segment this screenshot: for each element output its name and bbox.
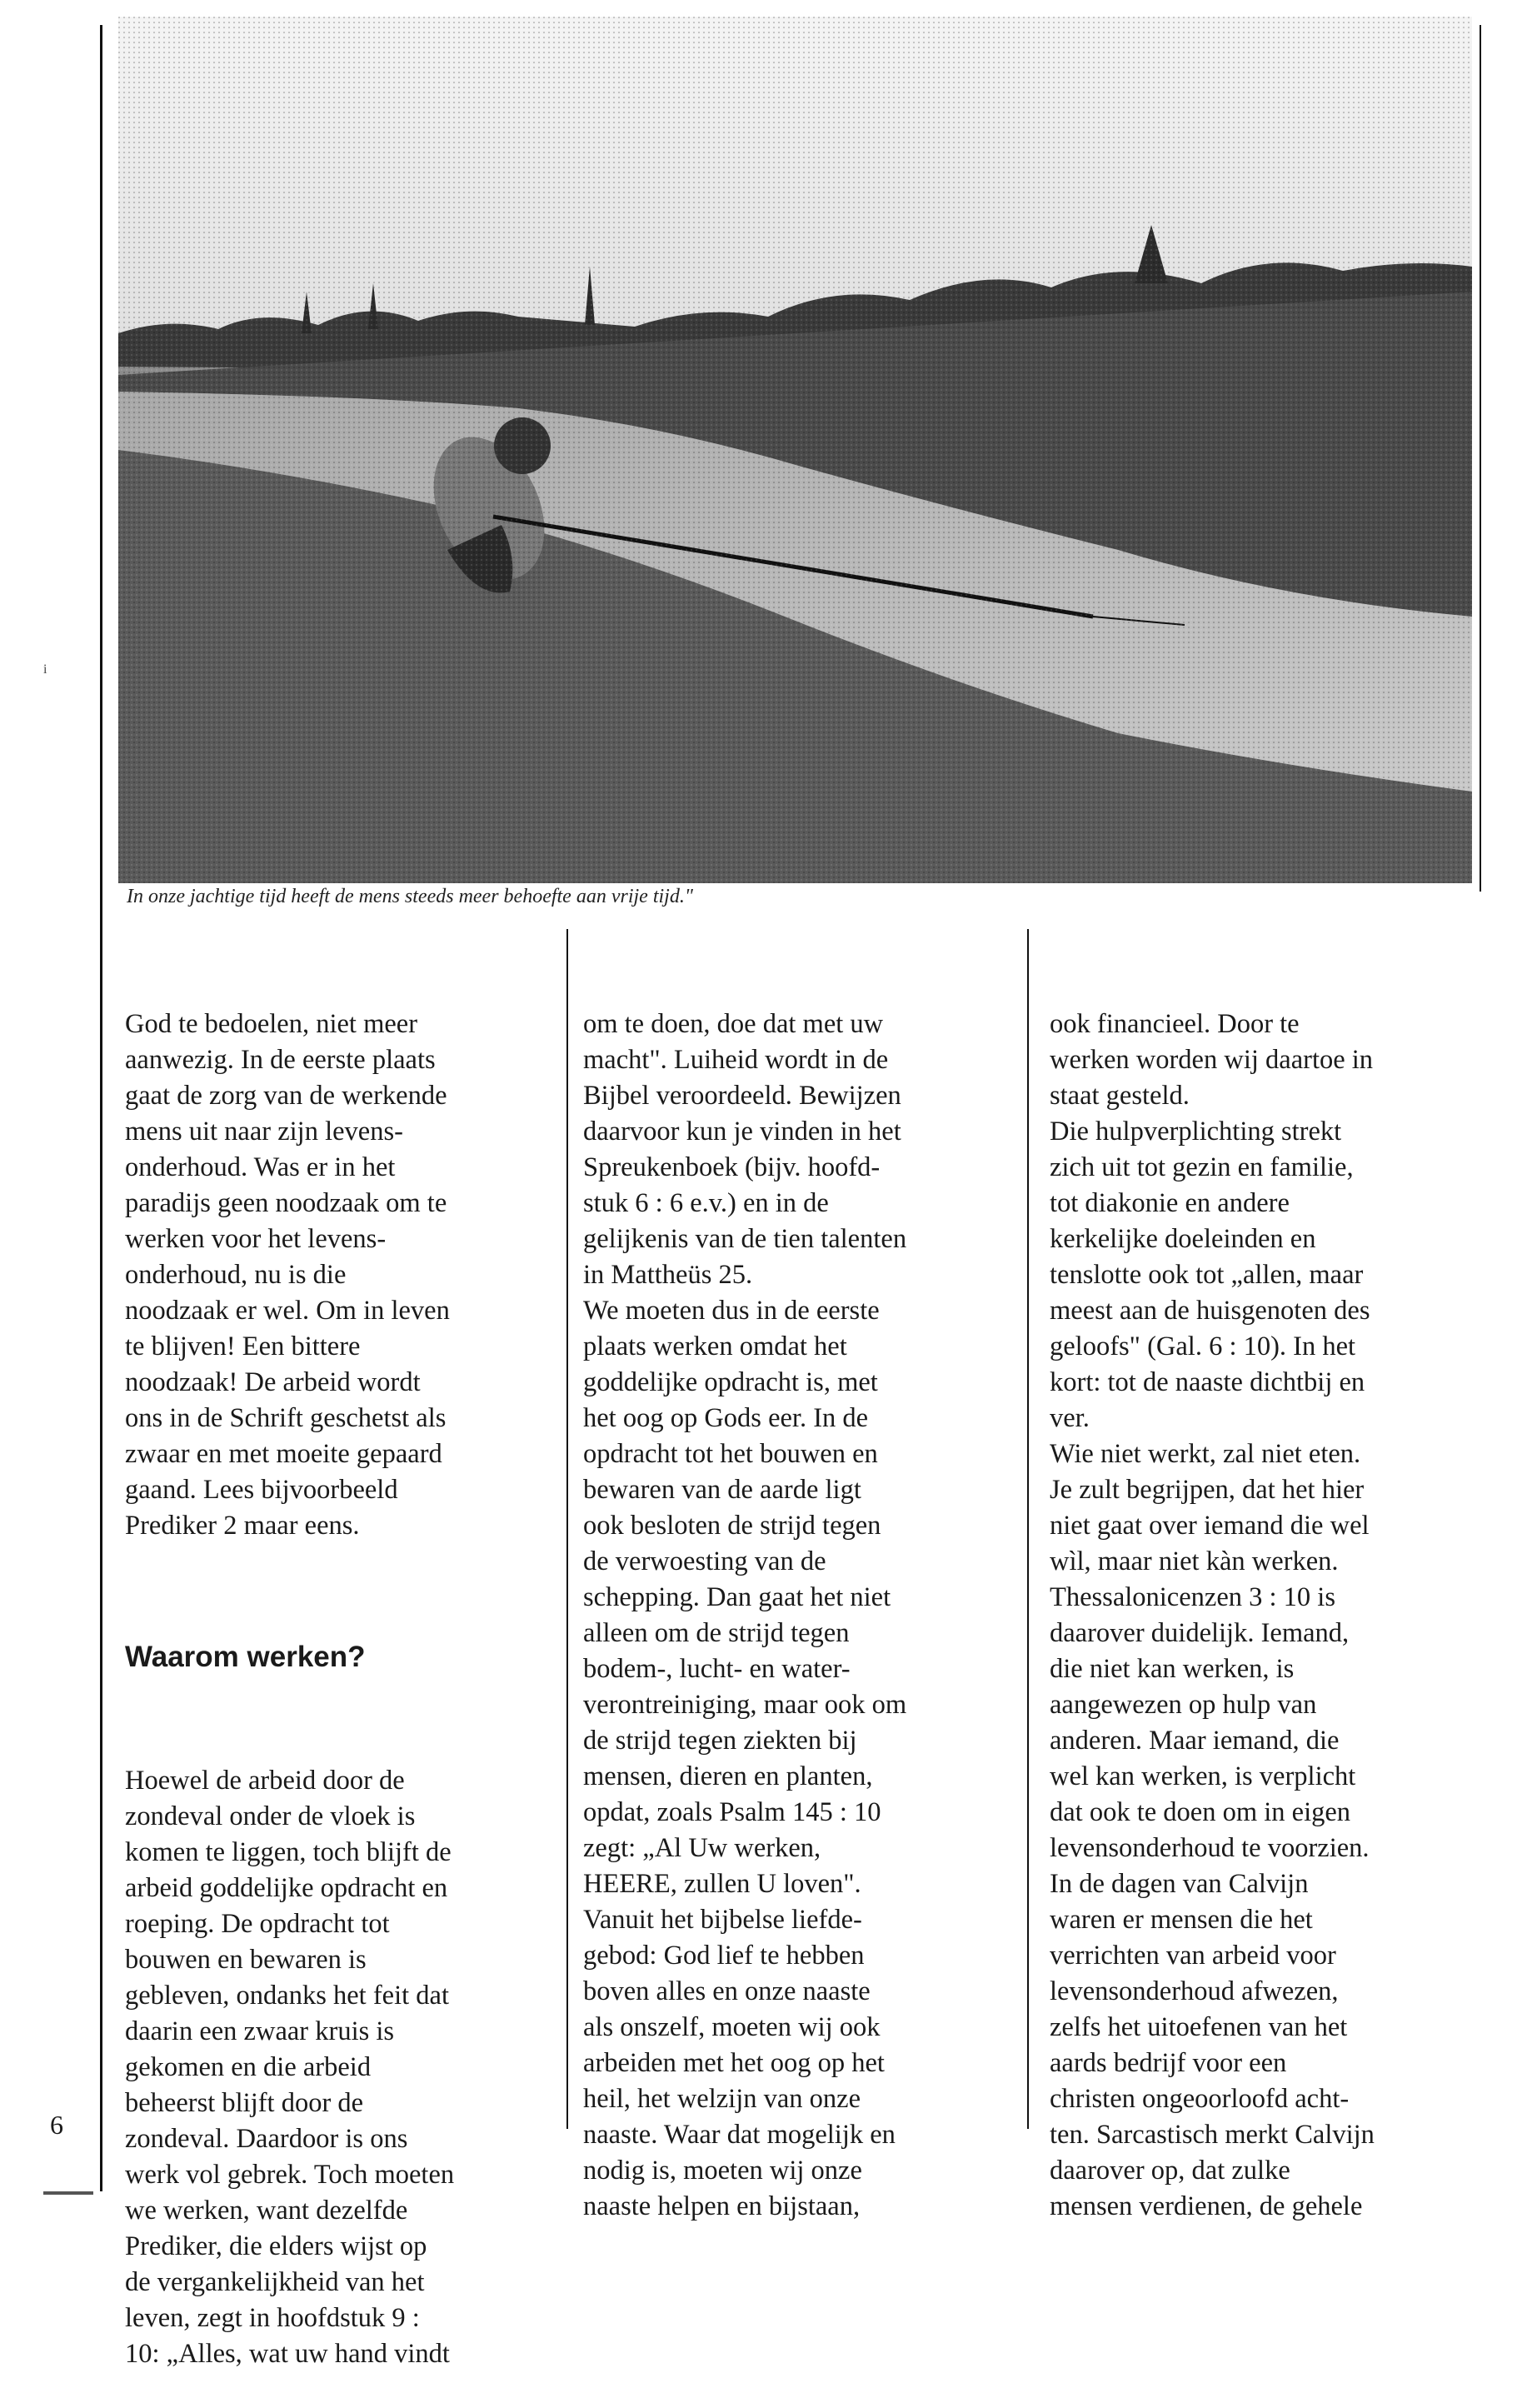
page-number: 6 bbox=[50, 2110, 63, 2140]
column-2-body: om te doen, doe dat met uw macht". Luiheid wordt in de Bijbel veroordeeld. Bewijzen daarvoor kun je vinden in het Spreukenboek (bijv. hoofd- stuk 6 : 6 e.v.) en in de gelijkenis van de tien talenten in Mattheüs 25. We moeten dus in de eerste plaats werken omdat het goddelijke opdracht is, met het oog op Gods eer. In de opdracht tot het bouwen en bewaren van de aarde ligt ook besloten de strijd tegen de verwoesting van de schepping. Dan gaat het niet alleen om de strijd tegen bodem-, lucht- en water- verontreiniging, maar ook om de strijd tegen ziekten bij mensen, dieren en planten, opdat, zoals Psalm 145 : 10 zegt: „Al Uw werken, HEERE, zullen U loven". Vanuit het bijbelse liefde- gebod: God lief te hebben boven alles en onze naaste als onszelf, moeten wij ook arbeiden met het oog op het heil, het welzijn van onze naaste. Waar dat mogelijk en nodig is, moeten wij onze naaste helpen en bijstaan, bbox=[583, 1009, 907, 2221]
section-heading: Waarom werken? bbox=[125, 1641, 366, 1673]
text-column-3 bbox=[1050, 935, 1483, 2261]
text-column-2 bbox=[583, 935, 1016, 2261]
margin-mark: i bbox=[43, 662, 47, 677]
text-column-1 bbox=[125, 935, 575, 2408]
fisherman-photo bbox=[118, 17, 1472, 883]
bottom-edge-mark bbox=[43, 2191, 93, 2195]
right-margin-rule bbox=[1480, 25, 1481, 892]
column-rule-2 bbox=[1027, 929, 1029, 2129]
column-1-body: Hoewel de arbeid door de zondeval onder de vloek is komen te liggen, toch blijft de arbeid goddelijke opdracht en roeping. De opdracht tot bouwen en bewaren is gebleven, ondanks het feit dat daarin een zwaar kruis is gekomen en die arbeid beheerst blijft door de zondeval. Daardoor is ons werk vol gebrek. Toch moeten we werken, want dezelfde Prediker, die elders wijst op de vergankelijkheid van het leven, zegt in hoofdstuk 9 : 10: „Alles, wat uw hand vindt bbox=[125, 1766, 455, 2369]
left-margin-rule bbox=[100, 25, 102, 2191]
column-3-body: ook financieel. Door te werken worden wij daartoe in staat gesteld. Die hulpverplichting strekt zich uit tot gezin en familie, tot diakonie en andere kerkelijke doeleinden en tenslotte ook tot „allen, maar meest aan de huisgenoten des geloofs" (Gal. 6 : 10). In het kort: tot de naaste dichtbij en ver. Wie niet werkt, zal niet eten. Je zult begrijpen, dat het hier niet gaat over iemand die wel wìl, maar niet kàn werken. Thessalonicenzen 3 : 10 is daarover duidelijk. Iemand, die niet kan werken, is aangewezen op hulp van anderen. Maar iemand, die wel kan werken, is verplicht dat ook te doen om in eigen levensonderhoud te voorzien. In de dagen van Calvijn waren er mensen die het verrichten van arbeid voor levensonderhoud afwezen, zelfs het uitoefenen van het aards bedrijf voor een christen ongeoorloofd acht- ten. Sarcastisch merkt Calvijn daarover op, dat zulke mensen verdienen, de gehele bbox=[1050, 1009, 1375, 2221]
photograph-fisherman-canal-icon bbox=[118, 17, 1472, 883]
column-1-intro: God te bedoelen, niet meer aanwezig. In de eerste plaats gaat de zorg van de werkende mens uit naar zijn levens- onderhoud. Was er in het paradijs geen noodzaak om te werken voor het levens- onderhoud, nu is die noodzaak er wel. Om in leven te blijven! Een bittere noodzaak! De arbeid wordt ons in de Schrift geschetst als zwaar en met moeite gepaard gaand. Lees bijvoorbeeld Prediker 2 maar eens. bbox=[125, 1009, 450, 1541]
photo-caption: In onze jachtige tijd heeft de mens steeds meer behoefte aan vrije tijd." bbox=[127, 886, 693, 907]
